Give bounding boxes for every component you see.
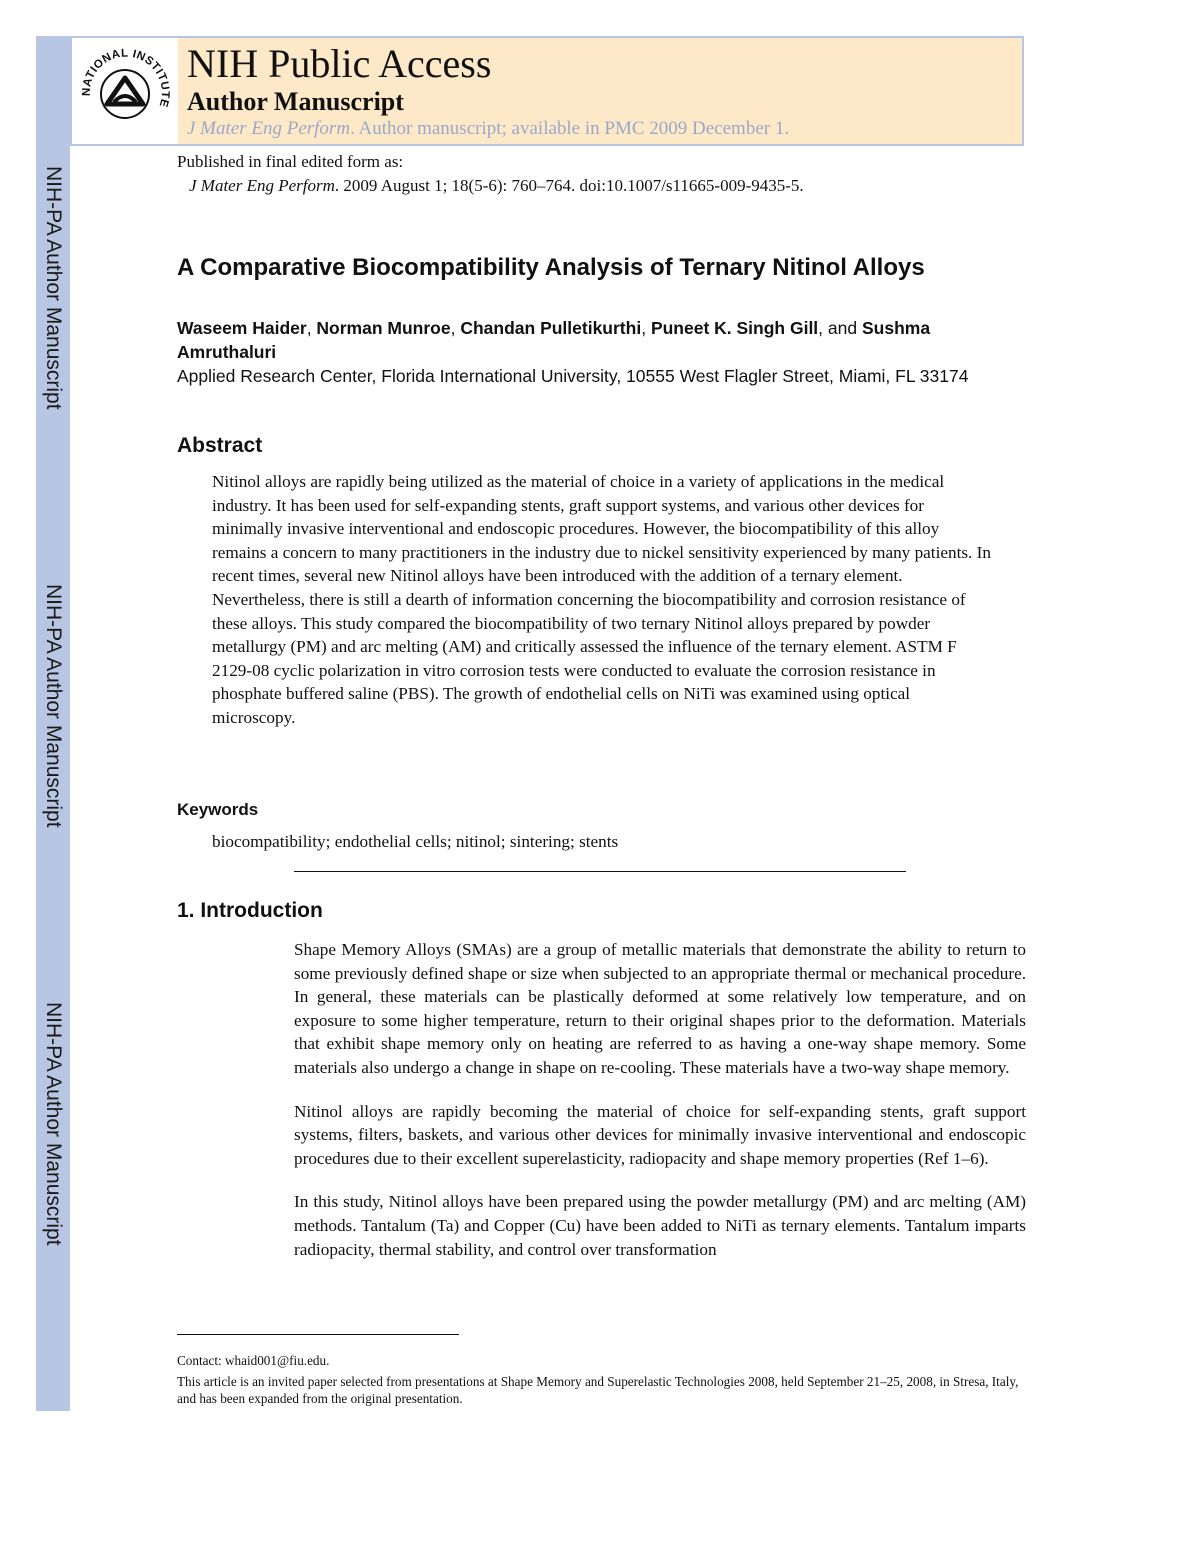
- introduction-paragraph: Shape Memory Alloys (SMAs) are a group of metallic materials that demonstrate the ability to return to some previously defined shape or size when subjected to an appropriate thermal or mechanical procedure. In general, these materials can be plastically deformed at some relatively low temperature, and on exposure to some higher temperature, return to their original shapes prior to the deformation. Materials that exhibit shape memory only on heating are referred to as having a one-way shape memory. Some materials also undergo a change in shape on re-cooling. These materials have a two-way shape memory.: [294, 940, 1026, 1077]
- nih-header-box: [70, 36, 1024, 146]
- footnotes: [177, 1352, 1027, 1411]
- logo-text: NATIONAL INSTITUTE: [80, 47, 171, 109]
- sidebar-label-text: NIH-PA Author Manuscript: [42, 584, 65, 828]
- author-name: Sushma Amruthaluri: [177, 318, 931, 362]
- published-line: Published in final edited form as:: [177, 152, 404, 171]
- header-title: NIH Public Access: [187, 41, 492, 86]
- introduction-paragraph: In this study, Nitinol alloys have been prepared using the powder metallurgy (PM) and arc melting (AM) methods. Tantalum (Ta) and Copper (Cu) have been added to NiTi as ternary elements. Tantalum imparts radiopacity, thermal stability, and control over transformation: [294, 1192, 1026, 1259]
- keywords-heading: Keywords: [177, 800, 259, 819]
- author-name: Waseem Haider: [177, 318, 307, 338]
- citation-journal: J Mater Eng Perform: [189, 176, 335, 195]
- author-separator: ,: [306, 318, 317, 338]
- header-subtitle: Author Manuscript: [187, 87, 404, 116]
- header-journal: J Mater Eng Perform: [187, 118, 351, 139]
- publication-info: [177, 150, 804, 198]
- affiliation: Applied Research Center, Florida International University, 10555 West Flagler Street, Miami, FL 33174: [177, 366, 969, 386]
- header-availability: [187, 118, 789, 140]
- sidebar-label-text: NIH-PA Author Manuscript: [42, 166, 65, 410]
- keywords-text: biocompatibility; endothelial cells; nitinol; sintering; stents: [212, 832, 619, 851]
- abstract-heading: Abstract: [177, 434, 263, 457]
- article-title: A Comparative Biocompatibility Analysis of Ternary Nitinol Alloys: [177, 254, 925, 281]
- footnote-contact: Contact: whaid001@fiu.edu.: [177, 1353, 330, 1368]
- author-separator: , and: [818, 318, 862, 338]
- author-separator: ,: [450, 318, 461, 338]
- author-name: Puneet K. Singh Gill: [650, 318, 819, 338]
- nih-logo-icon: [72, 38, 178, 144]
- footnote-note: This article is an invited paper selected from presentations at Shape Memory and Superelastic Technologies 2008, held September 21–25, 2008, in Stresa, Italy, and has been expanded from the original presentation.: [177, 1374, 1019, 1406]
- citation-line: [177, 174, 804, 198]
- abstract-text: Nitinol alloys are rapidly being utilized as the material of choice in a variety of applications in the medical industry. It has been used for self-expanding stents, graft support systems, and various other devices for minimally invasive interventional and endoscopic procedures. However, the biocompatibility of this alloy remains a concern to many practitioners in the industry due to nickel sensitivity experienced by many patients. In recent times, several new Nitinol alloys have been introduced with the addition of a ternary element. Nevertheless, there is still a dearth of information concerning the biocompatibility and corrosion resistance of these alloys. This study compared the biocompatibility of two ternary Nitinol alloys prepared by powder metallurgy (PM) and arc melting (AM) and critically assessed the influence of the ternary element. ASTM F 2129-08 cyclic polarization in vitro corrosion tests were conducted to evaluate the corrosion resistance in phosphate buffered saline (PBS). The growth of endothelial cells on NiTi was examined using optical microscopy.: [212, 472, 991, 727]
- header-availability-text: . Author manuscript; available in PMC 2009 December 1.: [350, 118, 790, 139]
- nih-logo: [72, 38, 178, 144]
- sidebar-label-text: NIH-PA Author Manuscript: [42, 1002, 65, 1246]
- citation-text: . 2009 August 1; 18(5-6): 760–764. doi:10.1007/s11665-009-9435-5.: [334, 176, 804, 195]
- introduction-heading: 1. Introduction: [177, 899, 323, 922]
- introduction-paragraph: Nitinol alloys are rapidly becoming the material of choice for self-expanding stents, graft support systems, filters, baskets, and various other devices for minimally invasive interventional and endoscopic procedures due to their excellent superelasticity, radiopacity and shape memory properties (Ref 1–6).: [294, 1101, 1026, 1168]
- introduction-body: [294, 938, 1026, 1281]
- author-name: Chandan Pulletikurthi: [460, 318, 642, 338]
- footnote-divider: [177, 1334, 459, 1335]
- author-separator: ,: [641, 318, 651, 338]
- author-list: [177, 316, 1027, 364]
- section-divider: [294, 871, 906, 872]
- author-name: Norman Munroe: [316, 318, 451, 338]
